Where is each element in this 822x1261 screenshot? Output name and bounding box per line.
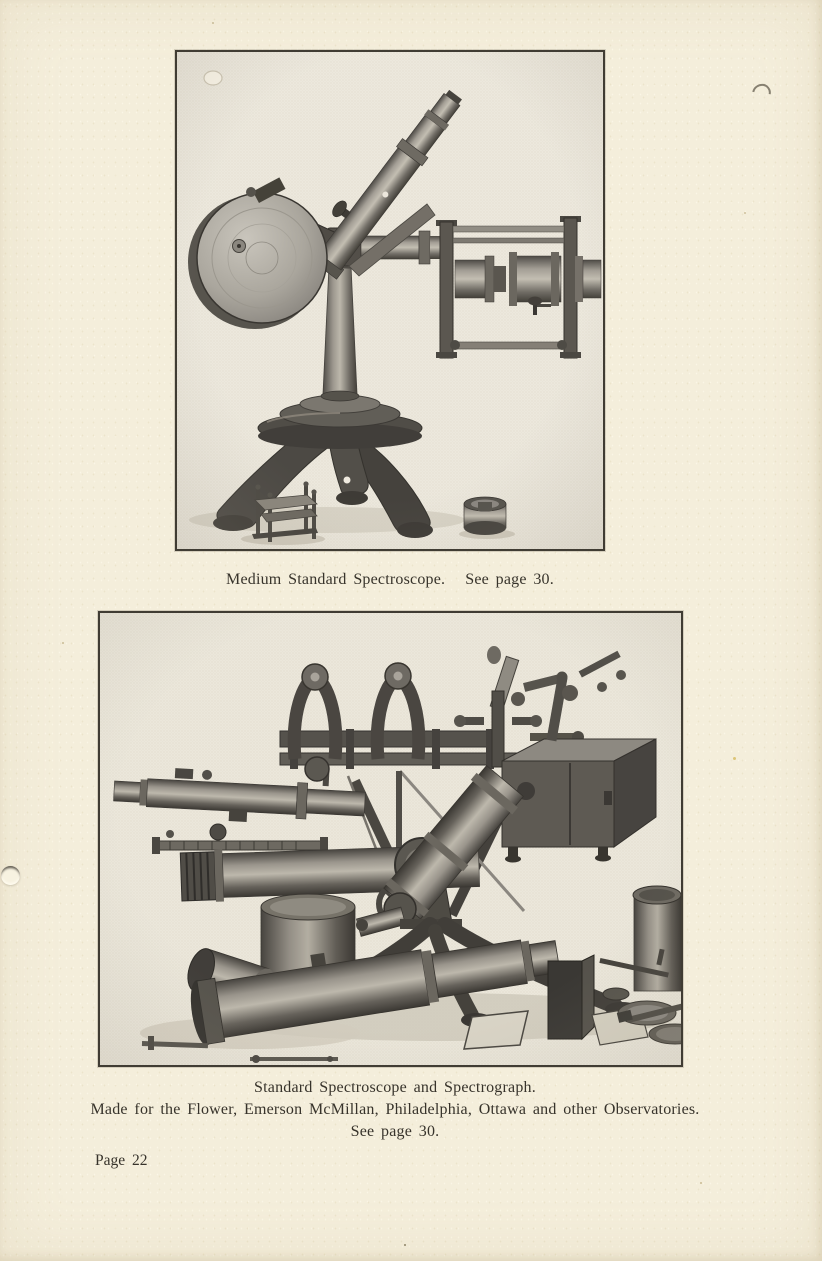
medium-spectroscope-photo bbox=[177, 52, 603, 549]
figure-medium-spectroscope bbox=[175, 50, 605, 551]
caption-line-2: Made for the Flower, Emerson McMillan, Philadelphia, Ottawa and other Observatories. bbox=[90, 1101, 700, 1118]
paper-speck bbox=[62, 642, 64, 644]
caption-page-ref: See page 30. bbox=[465, 571, 554, 588]
caption-medium-spectroscope bbox=[175, 569, 605, 591]
paper-speck bbox=[744, 212, 746, 214]
caption-text: Medium Standard Spectroscope. bbox=[226, 571, 446, 588]
paper-speck bbox=[700, 1182, 702, 1184]
page-number: Page 22 bbox=[95, 1152, 148, 1169]
caption-standard-spectrograph bbox=[0, 1077, 790, 1143]
paper-speck bbox=[212, 22, 214, 24]
caption-line-1: Standard Spectroscope and Spectrograph. bbox=[254, 1079, 536, 1096]
photo-vignette bbox=[177, 52, 603, 549]
punch-hole-left-edge bbox=[1, 866, 20, 885]
caption-line-3: See page 30. bbox=[350, 1123, 440, 1140]
standard-spectrograph-photo bbox=[100, 613, 681, 1065]
photo-vignette bbox=[100, 613, 681, 1065]
ring-mark-right-edge bbox=[749, 80, 775, 106]
paper-speck bbox=[733, 757, 736, 760]
figure-standard-spectrograph bbox=[98, 611, 683, 1067]
paper-speck bbox=[404, 1244, 406, 1246]
